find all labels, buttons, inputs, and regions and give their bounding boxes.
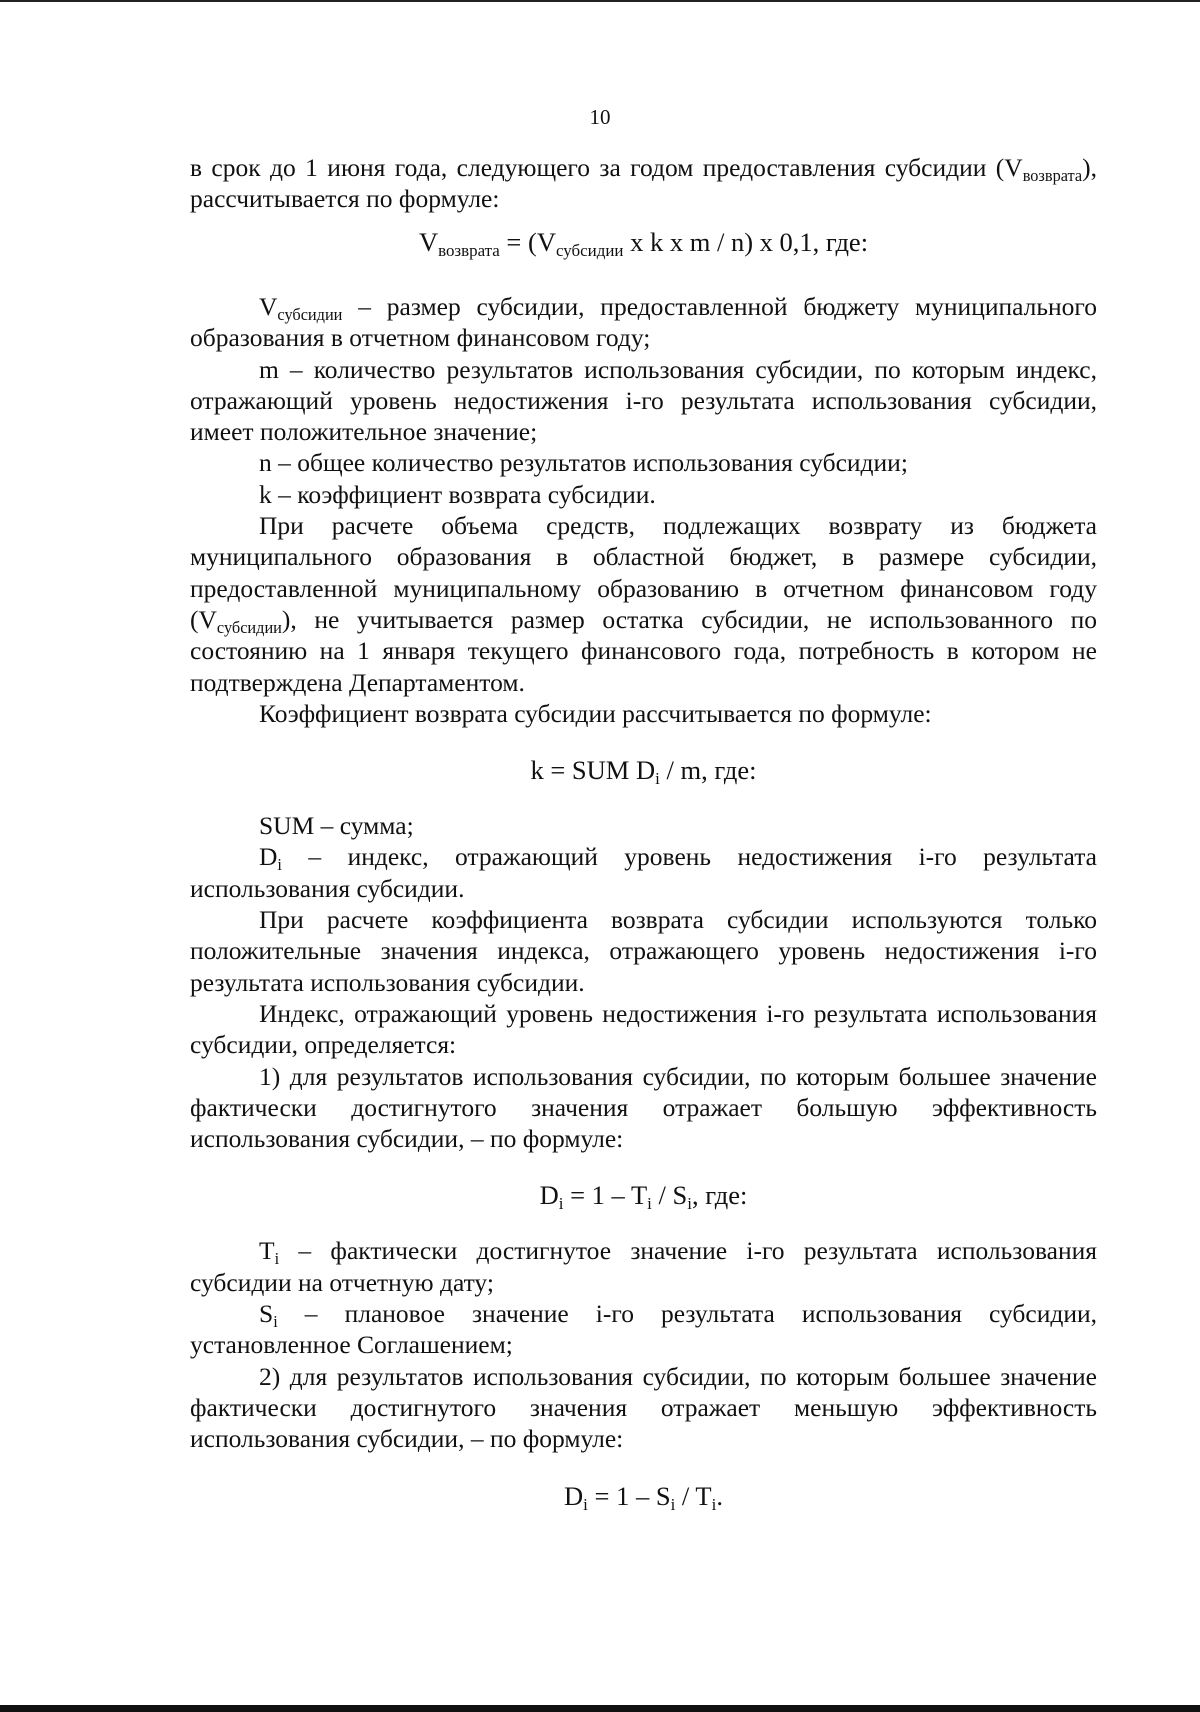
definition-n: n – общее количество результатов использования субсидии; xyxy=(259,448,908,478)
scan-bottom-edge xyxy=(0,1705,1200,1712)
definition-di: $D_i$ – индекс, отражающий уровень недостижения i-го результата использования субсидии. xyxy=(190,842,1097,903)
definition-si: $S_i$ – плановое значение i-го результата использования субсидии, установленное Соглашением; xyxy=(190,1299,1097,1360)
calculation-paragraph: При расчете объема средств, подлежащих возврату из бюджета муниципального образования в областной бюджет, в размере субсидии, предоставленной муниципальному образованию в отчетном финансовом году $(V_{субсидии})$, не учитывается размер остатка субсидии, не использованного по состоянию на 1 января текущего финансового года, потребность в котором не подтверждена Департаментом. xyxy=(190,511,1097,697)
index-paragraph: Индекс, отражающий уровень недостижения i-го результата использования субсидии, определяется: xyxy=(190,998,1097,1060)
positive-values-paragraph: При расчете коэффициента возврата субсидии используются только положительные значения индекса, отражающего уровень недостижения i-го результата использования субсидии. xyxy=(190,905,1097,997)
intro-paragraph: в срок до 1 июня года, следующего за годом предоставления субсидии $(V_{возврата})$, рассчитывается по формуле: xyxy=(190,153,1097,214)
page-number: 10 xyxy=(589,105,611,129)
definition-k: k – коэффициент возврата субсидии. xyxy=(259,479,656,509)
definition-v-subsidy: $V_{субсидии}$ – размер субсидии, предоставленной бюджету муниципального образования в отчетном финансовом году; xyxy=(190,292,1097,353)
formula-di-2: $D_i = 1 - S_i / T_i$. xyxy=(564,1480,723,1514)
definition-sum: SUM – сумма; xyxy=(259,811,414,841)
list-item-1: 1) для результатов использования субсидии, по которым большее значение фактически достигнутого значения отражает большую эффективность использования субсидии, – по формуле: xyxy=(190,1061,1097,1154)
coefficient-paragraph: Коэффициент возврата субсидии рассчитывается по формуле: xyxy=(259,698,932,728)
document-body xyxy=(190,152,1097,1512)
formula-k: k = SUM $D_i$ / m, где: xyxy=(530,755,757,789)
formula-di-1: $D_i = 1 - T_i / S_i$, где: xyxy=(539,1180,748,1214)
definition-ti: $T_i$ – фактически достигнутое значение i-го результата использования субсидии на отчетную дату; xyxy=(190,1236,1097,1297)
definition-m: m – количество результатов использования субсидии, по которым индекс, отражающий уровень недостижения i-го результата использования субсидии, имеет положительное значение; xyxy=(190,354,1097,447)
formula-v-return: $V_{возврата} = (V_{субсидии}$ x k x m / n) x 0,1, где: xyxy=(418,227,869,261)
list-item-2: 2) для результатов использования субсидии, по которым большее значение фактически достигнутого значения отражает меньшую эффективность использования субсидии, – по формуле: xyxy=(190,1361,1097,1454)
scan-top-edge xyxy=(0,0,1200,2)
